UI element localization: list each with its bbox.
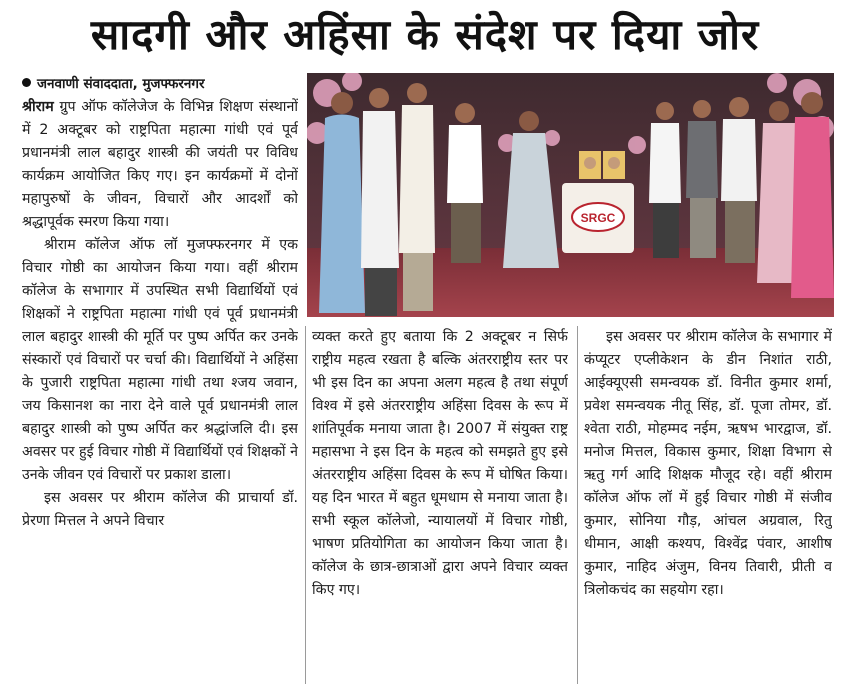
event-photo-illustration: [307, 73, 834, 317]
paragraph-5: इस अवसर पर श्रीराम कॉलेज के सभागार में कंप्यूटर एप्लीकेशन के डीन निशांत राठी, आईक्यूएसी समन्वयक डॉ. विनीत कुमार शर्मा, प्रवेश समन्वयक नीतू सिंह, डॉ. पूजा तोमर, डॉ. श्वेता राठी, मोहम्मद नईम, ऋषभ भारद्वाज, डॉ. मनोज मित्तल, विकास कुमार, शिक्षा विभाग से ऋतु गर्ग आदि शिक्षक मौजूद रहे। वहीं श्रीराम कॉलेज ऑफ लॉ में हुई विचार गोष्ठी में संजीव कुमार, सोनिया गौड़, आंचल अग्रवाल, रितु धीमान, आक्षी कश्यप, विश्वेंद्र पंवार, आशीष कुमार, नाहिद अंजुम, विनय तिवारी, प्रीती व त्रिलोकचंद का सहयोग रहा।: [584, 329, 832, 598]
column-divider: [305, 326, 306, 684]
paragraph-1-text: ग्रुप ऑफ कॉलेजेज के विभिन्न शिक्षण संस्थानों में 2 अक्टूबर को राष्ट्रपिता महात्मा गांधी एवं पूर्व प्रधानमंत्री लाल बहादुर शास्त्री की जयंती पर विविध कार्यक्रम आयोजित किए गए। इन कार्यक्रमों में दोनों महापुरुषों के जीवन, विचारों और आदर्शों को श्रद्धापूर्वक स्मरण किया गया।: [22, 99, 298, 230]
photo-logo-text: SRGC: [580, 211, 616, 225]
event-photo: [307, 73, 834, 317]
byline: [22, 74, 302, 94]
paragraph-3: इस अवसर पर श्रीराम कॉलेज की प्राचार्या डॉ. प्रेरणा मित्तल ने अपने विचार: [22, 490, 298, 529]
article-column-1: [22, 96, 298, 684]
article-column-3: [584, 326, 832, 684]
bullet-icon: [22, 78, 31, 87]
paragraph-2: श्रीराम कॉलेज ऑफ लॉ मुजफ्फरनगर में एक विचार गोष्ठी का आयोजन किया गया। वहीं श्रीराम कॉलेज के सभागार में उपस्थित सभी विद्यार्थियों एवं शिक्षकों ने राष्ट्रपिता महात्मा गांधी एवं पूर्व प्रधानमंत्री लाल बहादुर शास्त्री की मूर्ति पर पुष्प अर्पित कर उनके संस्कारों एवं विचारों पर चर्चा की। विद्यार्थियों ने अहिंसा के पुजारी राष्ट्रपिता महात्मा गांधी तथा श्जय जवान, जय किसानश का नारा देने वाले पूर्व प्रधानमंत्री लाल बहादुर शास्त्री को पुष्प अर्पित कर श्रद्धांजलि दी। इस अवसर पर हुई विचार गोष्ठी में विद्यार्थियों एवं शिक्षकों ने उनके जीवन एवं विचारों पर प्रकाश डाला।: [22, 237, 298, 483]
article-column-2: [312, 326, 568, 684]
paragraph-4: व्यक्त करते हुए बताया कि 2 अक्टूबर न सिर्फ राष्ट्रीय महत्व रखता है बल्कि अंतरराष्ट्रीय स्तर पर भी इस दिन का अपना अलग महत्व है तथा संपूर्ण विश्व में इसे अंतरराष्ट्रीय अहिंसा दिवस के रूप में शांतिपूर्वक मनाया जाता है। 2007 में संयुक्त राष्ट्र महासभा ने इस दिन के महत्व को समझते हुए इसे अंतरराष्ट्रीय अहिंसा दिवस के रूप में घोषित किया। यह दिन भारत में बहुत धूमधाम से मनाया जाता है। सभी स्कूल कॉलेजो, न्यायालयों में विचार गोष्ठी, भाषण प्रतियोगिता का आयोजन किया जाता है। कॉलेज के छात्र-छात्राओं द्वारा अपने विचार व्यक्त किए गए।: [312, 329, 568, 598]
lead-word: श्रीराम: [22, 99, 54, 115]
paragraph-1: [22, 96, 298, 234]
headline: सादगी और अहिंसा के संदेश पर दिया जोर: [90, 10, 760, 59]
byline-text: जनवाणी संवाददाता, मुजफ्फरनगर: [37, 76, 205, 92]
column-divider: [577, 326, 578, 684]
